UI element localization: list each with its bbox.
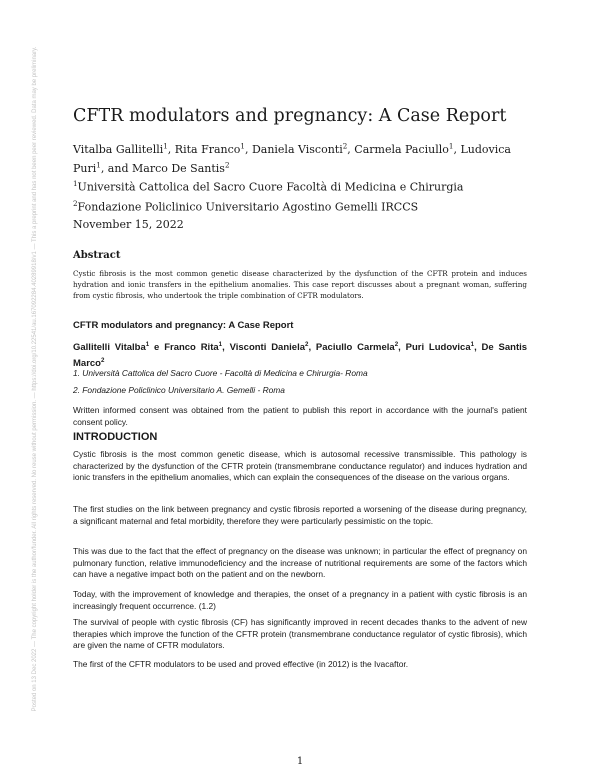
- author: Visconti Daniela$^2$,: [229, 341, 316, 354]
- author: Rita Franco$^1$,: [174, 141, 252, 156]
- author: Carmela Paciullo$^1$,: [354, 141, 461, 156]
- abstract-heading: Abstract: [73, 250, 121, 261]
- page-number: 1: [296, 756, 304, 767]
- abstract-text: Cystic fibrosis is the most common genetic disease characterized by the dysfunction of the CFTR protein and induces hydration and ionic transfers in the epithelium anomalies. This case report discusses about a pregnant woman, suffering from cystic fibrosis, who undertook the triple combination of CFTR modulators.: [73, 269, 527, 300]
- author: Gallitelli Vitalba$^1$ e: [73, 341, 165, 354]
- body-paragraph: Today, with the improvement of knowledge and therapies, the onset of a pregnancy in a patient with cystic fibrosis is an increasingly frequent occurrence. (1.2): [73, 589, 527, 611]
- second-affiliation-1: 1. Università Cattolica del Sacro Cuore - Facoltà di Medicina e Chirurgia- Roma: [73, 368, 368, 378]
- author: Marco De Santis$^2$: [132, 160, 230, 176]
- body-paragraph: This was due to the fact that the effect of pregnancy on the disease was unknown; in particular the effect of pregnancy on pulmonary function, relative immunodeficiency and the increase of nutritional requirements are some of the factors which can have a negative impact both on the patient and on the newborn.: [73, 546, 527, 579]
- paper-title: CFTR modulators and pregnancy: A Case Report: [73, 106, 507, 126]
- affiliation: $^2$Fondazione Policlinico Universitario Agostino Gemelli IRCCS: [73, 198, 419, 214]
- author-list: [73, 138, 543, 177]
- affiliation: $^1$Università Cattolica del Sacro Cuore Facoltà di Medicina e Chirurgia: [73, 179, 464, 194]
- author: Ludovica Puri$^1$, and: [73, 142, 511, 176]
- affiliation-list: [73, 176, 543, 215]
- body-paragraph: Cystic fibrosis is the most common genetic disease, which is autosomal recessive transmissible. This pathology is characterized by the dysfunction of the CFTR protein (transmembrane conductance regulator) and induces hydration and ionic transfers in the epithelium anomalies, which can explain the consequences of the disease on the various organs.: [73, 449, 527, 482]
- author: Vitalba Gallitelli$^1$,: [73, 141, 175, 156]
- consent-statement: Written informed consent was obtained from the patient to publish this report in accordance with the journal's patient consent policy.: [73, 405, 527, 427]
- author: Daniela Visconti$^2$,: [251, 141, 355, 156]
- author: Puri Ludovica$^1$,: [405, 341, 482, 354]
- second-author-list: [73, 338, 527, 370]
- body-paragraph: The first studies on the link between pregnancy and cystic fibrosis reported a worsening of the disease during pregnancy, a significant maternal and fetal morbidity, therefore they were particularly pessimistic on the topic.: [73, 504, 527, 526]
- second-affiliation-2: 2. Fondazione Policlinico Universitario A. Gemelli - Roma: [73, 385, 285, 395]
- body-paragraph: The first of the CFTR modulators to be used and proved effective (in 2012) is the Ivacaftor.: [73, 659, 409, 669]
- publication-date: November 15, 2022: [73, 218, 184, 231]
- author: Paciullo Carmela$^2$,: [315, 341, 406, 354]
- author: Franco Rita$^1$,: [164, 341, 230, 354]
- introduction-heading: INTRODUCTION: [73, 431, 158, 443]
- second-title: CFTR modulators and pregnancy: A Case Report: [73, 320, 294, 331]
- body-paragraph: The survival of people with cystic fibrosis (CF) has significantly improved in recent decades thanks to the advent of new therapies which improve the function of the CFTR protein (transmembrane conductance regulator of cystic fibrosis), which are given the name of CFTR modulators.: [73, 617, 527, 650]
- author: De Santis Marco$^2$: [73, 342, 528, 370]
- preprint-side-stamp: Posted on 13 Dec 2022 — The copyright holder is the author/funder. All rights reserved. No reuse without permission. — https://doi.org/10.22541/au.167092284.40289918/v1 — This a preprint and has not been peer reviewed. Data may be preliminary.: [32, 46, 38, 712]
